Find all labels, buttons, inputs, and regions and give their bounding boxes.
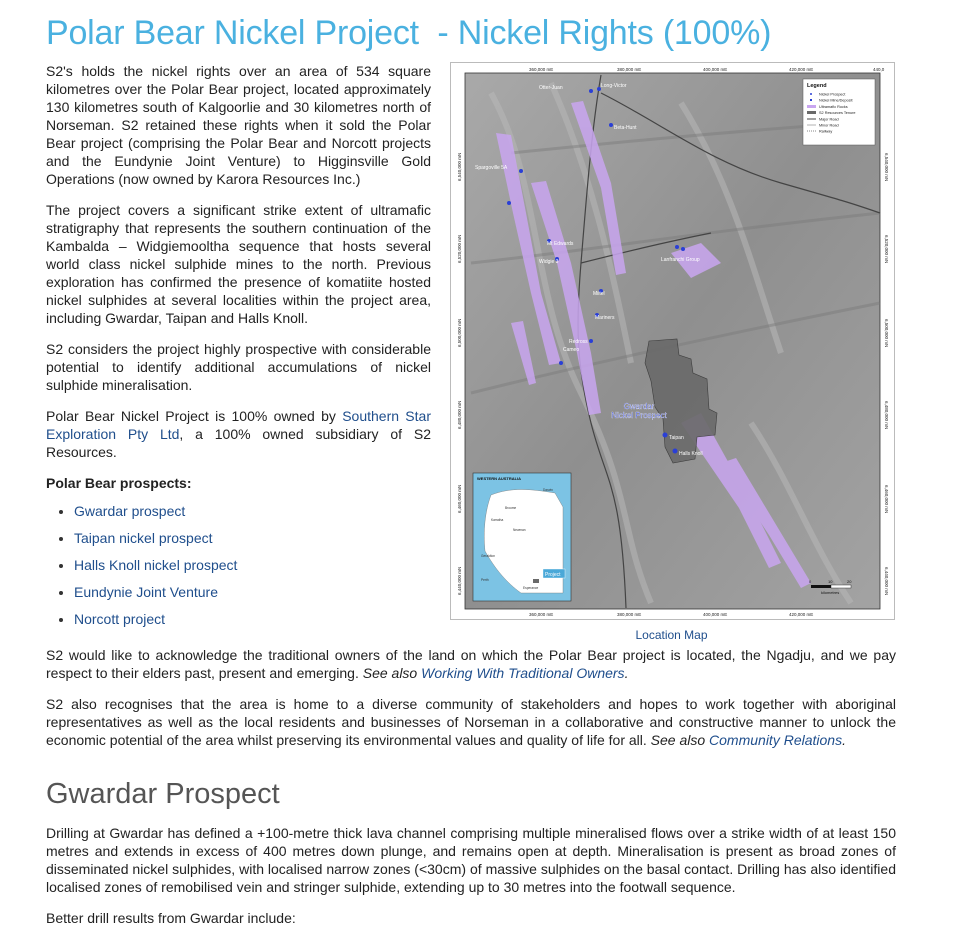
- community-paragraph: S2 also recognises that the area is home to a diverse community of stakeholders and hopes to work together with aboriginal representatives as well as the local residents and businesses of Norseman in a collaborative and constructive manner to unlock the economic potential of the area whilst preserving its environmental values and quality of life for all. See also Community Relations.: [46, 696, 896, 748]
- location-map[interactable]: [450, 62, 895, 620]
- svg-text:6,460,000 mN: 6,460,000 mN: [457, 484, 462, 513]
- place-miitel: Miitel: [593, 291, 605, 297]
- svg-text:420,000 mE: 420,000 mE: [789, 67, 814, 72]
- place-mariners: Mariners: [595, 315, 615, 321]
- traditional-owners-link[interactable]: Working With Traditional Owners: [421, 665, 625, 681]
- list-item: [74, 556, 431, 583]
- gwardar-label: Gwardar: [623, 402, 655, 411]
- svg-text:Esperance: Esperance: [523, 586, 539, 590]
- svg-text:10: 10: [828, 579, 833, 584]
- svg-text:Newman: Newman: [513, 528, 526, 532]
- svg-text:6,480,000 mN: 6,480,000 mN: [457, 400, 462, 429]
- svg-text:Broome: Broome: [505, 506, 517, 510]
- svg-text:380,000 mE: 380,000 mE: [617, 67, 642, 72]
- svg-text:0: 0: [809, 579, 812, 584]
- svg-text:6,460,000 mN: 6,460,000 mN: [884, 485, 889, 514]
- prospects-list: [46, 502, 431, 637]
- svg-text:20: 20: [847, 579, 852, 584]
- svg-text:Legend: Legend: [807, 83, 827, 89]
- svg-text:Perth: Perth: [481, 578, 489, 582]
- svg-text:360,000 mE: 360,000 mE: [529, 67, 554, 72]
- svg-text:6,540,000 mN: 6,540,000 mN: [884, 153, 889, 182]
- traditional-owners-paragraph: S2 would like to acknowledge the traditional owners of the land on which the Polar Bear project is located, the Ngadju, and we pay respect to their elders past, present and emerging. See also Working With Traditional Owners.: [46, 647, 896, 681]
- place-redross: Redross: [569, 339, 588, 345]
- prospects-heading: Polar Bear prospects:: [46, 475, 192, 491]
- svg-text:6,480,000 mN: 6,480,000 mN: [884, 401, 889, 430]
- southern-star-link[interactable]: Southern Star Exploration Pty Ltd: [46, 408, 431, 442]
- place-lanfranchi: Lanfranchi Group: [661, 257, 700, 263]
- svg-text:Railway: Railway: [819, 129, 833, 134]
- place-otter-juan: Otter-Juan: [539, 85, 563, 91]
- gwardar-heading: Gwardar Prospect: [46, 778, 280, 810]
- list-item: [74, 610, 431, 637]
- gwardar-results-intro: Better drill results from Gwardar include:: [46, 910, 296, 926]
- intro-paragraph-1: S2's holds the nickel rights over an area of 534 square kilometres over the Polar Bear project, located approximately 130 kilometres south of Kalgoorlie and 30 kilometres north of Norseman. S2 retained these rights when it sold the Polar Bear project (comprising the Polar Bear and Norcott projects and the Eundynie Joint Venture) to Higginsville Gold Operations (now owned by Karora Resources Inc.): [46, 63, 431, 187]
- svg-text:6,520,000 mN: 6,520,000 mN: [457, 234, 462, 263]
- svg-text:Major Road: Major Road: [819, 117, 839, 122]
- svg-text:400,000 mE: 400,000 mE: [703, 612, 728, 617]
- svg-text:360,000 mE: 360,000 mE: [529, 612, 554, 617]
- prospect-link-halls-knoll[interactable]: Halls Knoll nickel prospect: [74, 557, 238, 573]
- list-item: [74, 502, 431, 529]
- svg-text:420,000 mE: 420,000 mE: [789, 612, 814, 617]
- inset-map: [473, 473, 571, 601]
- place-beta-hunt: Beta-Hunt: [614, 125, 637, 131]
- svg-text:Darwin: Darwin: [543, 488, 553, 492]
- svg-text:Nickel Mine/Deposit: Nickel Mine/Deposit: [819, 98, 853, 103]
- list-item: [74, 529, 431, 556]
- intro-column: [46, 62, 431, 637]
- svg-text:Nickel Prospect: Nickel Prospect: [819, 92, 846, 97]
- svg-text:6,440,000 mN: 6,440,000 mN: [884, 567, 889, 596]
- svg-text:6,500,000 mN: 6,500,000 mN: [884, 319, 889, 348]
- place-cameo: Cameo: [563, 347, 580, 353]
- intro-paragraph-4: Polar Bear Nickel Project is 100% owned by Southern Star Exploration Pty Ltd, a 100% owned subsidiary of S2 Resources.: [46, 408, 431, 460]
- svg-text:400,000 mE: 400,000 mE: [703, 67, 728, 72]
- prospect-link-eundynie[interactable]: Eundynie Joint Venture: [74, 584, 218, 600]
- list-item: [74, 583, 431, 610]
- place-halls-knoll: Halls Knoll: [679, 451, 703, 457]
- intro-paragraph-2: The project covers a significant strike extent of ultramafic stratigraphy that represents the southern continuation of the Kambalda – Widgiemooltha sequence that hosts several world class nickel sulphide mines to the north. Previous exploration has confirmed the presence of komatiite hosted nickel sulphides at several localities within the project area, including Gwardar, Taipan and Halls Knoll.: [46, 202, 431, 326]
- prospect-link-norcott[interactable]: Norcott project: [74, 611, 166, 627]
- place-long-victor: Long-Victor: [601, 83, 627, 89]
- gwardar-label-2: Nickel Prospect: [611, 411, 667, 420]
- svg-text:Ultramafic Rocks: Ultramafic Rocks: [819, 105, 848, 109]
- place-mt-edwards: Mt Edwards: [547, 241, 574, 247]
- prospect-link-taipan[interactable]: Taipan nickel prospect: [74, 530, 213, 546]
- svg-text:6,440,000 mN: 6,440,000 mN: [457, 566, 462, 595]
- svg-text:440,0: 440,0: [873, 67, 885, 72]
- intro-paragraph-3: S2 considers the project highly prospective with considerable potential to identify additional accumulations of nickel sulphide mineralisation.: [46, 341, 431, 393]
- place-spargoville: Spargoville 5A: [475, 165, 508, 171]
- svg-text:kilometres: kilometres: [821, 590, 840, 595]
- svg-text:S2 Resources Tenure: S2 Resources Tenure: [819, 111, 856, 115]
- svg-text:6,520,000 mN: 6,520,000 mN: [884, 235, 889, 264]
- svg-text:Karratha: Karratha: [491, 518, 504, 522]
- svg-text:6,500,000 mN: 6,500,000 mN: [457, 318, 462, 347]
- map-legend: [803, 79, 875, 145]
- svg-text:Minor Road: Minor Road: [819, 123, 839, 128]
- gwardar-paragraph: Drilling at Gwardar has defined a +100-metre thick lava channel comprising multiple mineralised flows over a strike width of at least 150 metres and extends in excess of 400 metres down plunge, and remains open at depth. Mineralisation is present as broad zones of disseminated nickel sulphides, with localised narrow zones (<30cm) of massive sulphides on the basal contact. Drilling has also identified localised zones of remobilised vein and stringer sulphide, extending up to 30 metres into the footwall sequence.: [46, 825, 896, 895]
- community-relations-link[interactable]: Community Relations: [709, 732, 843, 748]
- svg-text:WESTERN AUSTRALIA: WESTERN AUSTRALIA: [477, 476, 522, 481]
- svg-text:Project: Project: [545, 572, 561, 578]
- svg-text:6,540,000 mN: 6,540,000 mN: [457, 152, 462, 181]
- place-taipan: Taipan: [669, 435, 684, 441]
- page-title: Polar Bear Nickel Project - Nickel Rights (100%): [46, 14, 772, 52]
- location-map-caption[interactable]: Location Map: [635, 628, 708, 642]
- place-widgie: Widgie 3: [539, 259, 559, 265]
- svg-text:380,000 mE: 380,000 mE: [617, 612, 642, 617]
- prospect-link-gwardar[interactable]: Gwardar prospect: [74, 503, 186, 519]
- svg-text:Geraldton: Geraldton: [481, 554, 495, 558]
